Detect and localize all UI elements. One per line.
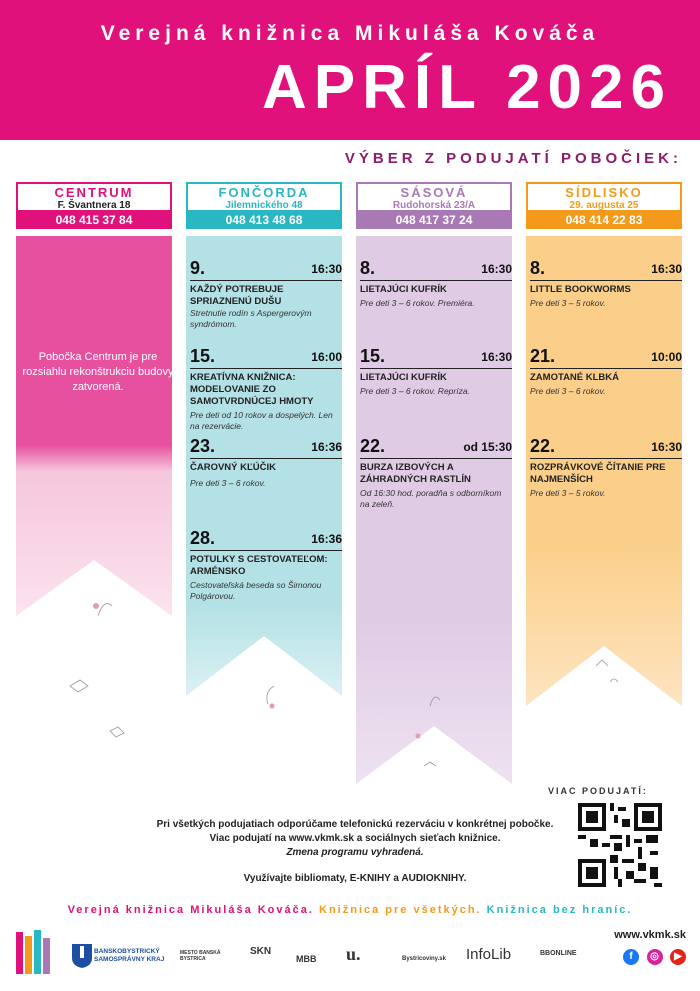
month-title: APRÍL 2026: [261, 53, 672, 122]
website-link[interactable]: www.vkmk.sk: [614, 929, 686, 941]
slogan-part: Knižnica pre všetkých.: [319, 904, 482, 916]
column-ribbons: [0, 236, 700, 796]
event-description: Od 16:30 hod. poradňa s odborníkom na zeleň.: [360, 488, 502, 509]
branch-header-foncorda: [186, 182, 342, 230]
event-title: POTULKY S CESTOVATEĽOM: ARMÉNSKO: [190, 554, 328, 577]
event-title: KAŽDÝ POTREBUJE SPRIAZNENÚ DUŠU: [190, 284, 284, 307]
event-day: 8.: [530, 258, 546, 278]
event-title: LIETAJÚCI KUFRÍK: [360, 284, 447, 295]
note-line: Viac podujatí na www.vkmk.sk a sociálnych sieťach knižnice.: [209, 833, 501, 844]
logo-skn: SKN: [250, 946, 272, 957]
divider: [360, 458, 512, 459]
event-day: 9.: [190, 258, 206, 278]
event-description: Pre deti 3 – 6 rokov.: [190, 478, 266, 488]
divider: [530, 280, 682, 281]
bbsk-shield-icon: [72, 944, 92, 968]
divider: [190, 280, 342, 281]
branch-address: Jilemnického 48: [225, 200, 303, 211]
note-line: Využívajte bibliomaty, E-KNIHY a AUDIOKNIHY.: [243, 873, 467, 884]
branch-header-centrum: [16, 182, 172, 230]
divider: [190, 458, 342, 459]
ribbon-sasova: [356, 236, 512, 784]
slogan-part: Knižnica bez hraníc.: [486, 904, 633, 916]
event-description: Pre deti 3 – 6 rokov. Repríza.: [360, 386, 470, 396]
event-title: KREATÍVNA KNIŽNICA: MODELOVANIE ZO SAMOTVRDNÚCEJ HMOTY: [190, 372, 314, 407]
branch-name: CENTRUM: [54, 185, 134, 200]
event-time: od 15:30: [463, 440, 512, 454]
partner-logos: [14, 928, 614, 978]
event-time: 16:30: [311, 262, 342, 276]
branch-header-sidlisko: [526, 182, 682, 230]
divider: [530, 458, 682, 459]
event-time: 16:30: [651, 262, 682, 276]
more-events-label: VIAC PODUJATÍ:: [548, 786, 648, 796]
logo-u: u.: [346, 944, 361, 964]
branch-address: Rudohorská 23/A: [392, 200, 476, 211]
divider: [530, 368, 682, 369]
instagram-icon[interactable]: ◎: [647, 949, 663, 965]
event-description: Pre deti 3 – 6 rokov.: [530, 386, 606, 396]
branch-name: FONČORDA: [218, 185, 310, 200]
event-day: 22.: [360, 436, 386, 456]
event-title: LITTLE BOOKWORMS: [530, 284, 631, 295]
event-title: ROZPRÁVKOVÉ ČÍTANIE PRE NAJMENŠÍCH: [530, 462, 666, 485]
branch-address: 29. augusta 25: [569, 200, 639, 211]
slogan: [0, 904, 700, 916]
event-day: 23.: [190, 436, 216, 456]
divider: [190, 550, 342, 551]
subtitle: VÝBER Z PODUJATÍ POBOČIEK:: [344, 150, 682, 167]
reservation-note: [110, 818, 600, 886]
branch-phone: 048 414 22 83: [526, 212, 682, 229]
divider: [360, 368, 512, 369]
event-title: ČAROVNÝ KĽÚČIK: [190, 462, 277, 473]
event-description: Stretnutie rodín s Aspergerovým syndrómom.: [190, 308, 312, 329]
event-time: 10:00: [651, 350, 682, 364]
event-time: 16:36: [311, 532, 342, 546]
event-description: Pre deti 3 – 5 rokov.: [530, 298, 606, 308]
youtube-icon[interactable]: ▶: [670, 949, 686, 965]
event-description: Pre deti 3 – 6 rokov. Premiéra.: [360, 298, 475, 308]
branch-header-sasova: [356, 182, 512, 230]
event-title: LIETAJÚCI KUFRÍK: [360, 372, 447, 383]
event-description: Cestovateľská beseda so Šimonou Polgárovou.: [190, 580, 322, 601]
event-time: 16:30: [481, 350, 512, 364]
event-time: 16:00: [311, 350, 342, 364]
event-day: 22.: [530, 436, 556, 456]
logo-mesto-bb: MESTO BANSKÁ BYSTRICA: [180, 950, 221, 962]
logo-infolib: InfoLib: [466, 946, 512, 963]
branch-phone: 048 417 37 24: [356, 212, 512, 229]
slogan-part: Verejná knižnica Mikuláša Kováča.: [67, 904, 314, 916]
event-day: 21.: [530, 346, 556, 366]
event-day: 15.: [190, 346, 216, 366]
social-icons: [620, 946, 686, 965]
branch-name: SÍDLISKO: [565, 185, 643, 200]
branch-name: SÁSOVÁ: [400, 185, 468, 200]
library-name: Verejná knižnica Mikuláša Kováča: [100, 22, 600, 45]
event-description: Pre deti od 10 rokov a dospelých. Len na rezervácie.: [190, 410, 333, 431]
event-title: BURZA IZBOVÝCH A ZÁHRADNÝCH RASTLÍN: [360, 462, 471, 485]
logo-bystricoviny: Bystricoviny.sk: [402, 956, 446, 962]
logo-bbsk: BANSKOBYSTRICKÝ SAMOSPRÁVNY KRAJ: [94, 948, 165, 963]
note-line: Pri všetkých podujatiach odporúčame telefonickú rezerváciu v konkrétnej pobočke.: [156, 819, 554, 830]
vkmk-books-logo: [14, 928, 54, 974]
facebook-icon[interactable]: f: [623, 949, 639, 965]
divider: [190, 368, 342, 369]
event-description: Pre deti 3 – 5 rokov.: [530, 488, 606, 498]
event-time: 16:36: [311, 440, 342, 454]
branch-address: F. Švantnera 18: [57, 200, 131, 211]
ribbon-centrum: [16, 236, 172, 616]
event-time: 16:30: [651, 440, 682, 454]
branch-phone: 048 413 48 68: [186, 212, 342, 229]
event-day: 8.: [360, 258, 376, 278]
logo-mbb: MBB: [296, 954, 317, 964]
event-title: ZAMOTANÉ KLBKÁ: [530, 372, 620, 383]
centrum-closed-note: Pobočka Centrum je pre rozsiahlu rekonštrukciu budovy zatvorená.: [22, 351, 174, 393]
branch-phone: 048 415 37 84: [16, 212, 172, 229]
logo-bbonline: BBONLINE: [540, 950, 577, 957]
event-day: 28.: [190, 528, 216, 548]
note-line: Zmena programu vyhradená.: [286, 847, 424, 858]
event-time: 16:30: [481, 262, 512, 276]
event-day: 15.: [360, 346, 386, 366]
divider: [360, 280, 512, 281]
